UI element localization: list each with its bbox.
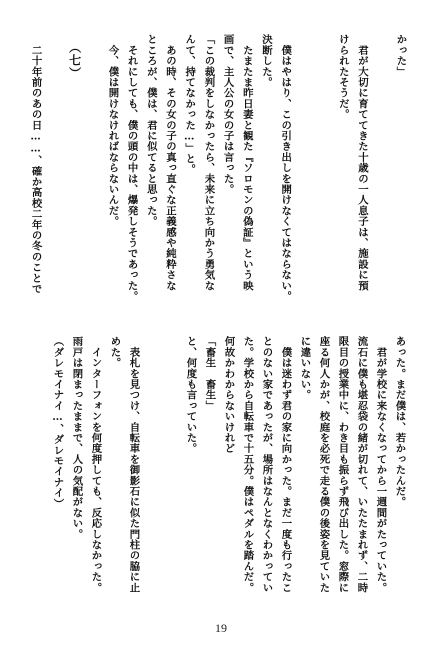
text-column: 二十年前のあの日……、確か高校二年の冬のことで bbox=[29, 34, 42, 294]
text-column: それにしても、僕の頭の中は、爆発しそうであった。 bbox=[125, 34, 138, 302]
text-column: 僕はやはり、この引き出しを開けなくてはならない。 bbox=[279, 34, 292, 302]
text-column: インターフォンを何度押しても、反応しなかった。 bbox=[89, 336, 102, 593]
text-column: と、何度も言っていた。 bbox=[184, 336, 197, 454]
text-column: 画で、主人公の女の子は言った。 bbox=[221, 34, 234, 195]
text-column: 「畜生 畜生」 bbox=[203, 336, 216, 411]
text-column: ところが、僕は、君に似てると思った。 bbox=[144, 34, 157, 227]
text-column: たまたま昨日妻と観た『ソロモンの偽証』という映 bbox=[240, 34, 253, 291]
text-column: 流石に僕も堪忍袋の緒が切れて、いたたまれず、二時 bbox=[355, 336, 368, 593]
text-column: 「この裁判をしなかったら、未来に立ち向かう勇気な bbox=[202, 34, 215, 291]
text-column: た。学校から自転車で十五分。僕はペダルを踏んだ。 bbox=[241, 336, 254, 593]
text-column: あの時、その女の子の真っ直ぐな正義感や純粋さな bbox=[164, 34, 176, 291]
text-column: （七） bbox=[67, 34, 82, 80]
text-column: 決断した。 bbox=[260, 34, 272, 88]
text-column: あった。まだ僕は、若かったんだ。 bbox=[393, 336, 406, 508]
text-column: （ダレモイナイ…、ダレモイナイ） bbox=[51, 336, 64, 509]
page-number: 19 bbox=[215, 621, 227, 635]
text-column: んて、持てなかった…」と。 bbox=[183, 34, 196, 175]
upper-text-tier bbox=[0, 34, 442, 304]
text-column: 何故かわからないけれど bbox=[222, 336, 235, 454]
text-column: 今、僕は開けなければならないんだ。 bbox=[106, 34, 119, 227]
text-column: とのない家であったが、場所はなんとなくわかってい bbox=[260, 336, 273, 593]
text-column: かった」 bbox=[394, 34, 407, 77]
text-column: 表札を見つけ、自転車を御影石に似た門柱の脇に止 bbox=[127, 336, 140, 593]
text-column: に違いない。 bbox=[298, 336, 311, 401]
text-column: 雨戸は閉まったままで、人の気配がない。 bbox=[70, 336, 83, 540]
text-column: めた。 bbox=[108, 336, 121, 369]
text-column: 限目の授業中に、わき目も振らず飛び出した。窓際に bbox=[336, 336, 349, 593]
text-column: 君が大切に育ててきた十歳の一人息子は、施設に預 bbox=[356, 34, 368, 291]
text-column: 座る何人かが、校庭を必死で走る僕の後姿を見ていた bbox=[317, 336, 330, 593]
text-column: 君が学校に来なくなってから一週間がたっていた。 bbox=[374, 336, 387, 593]
text-column: 僕は迷わず君の家に向かった。まだ一度も行ったこ bbox=[279, 336, 292, 593]
lower-text-tier bbox=[0, 336, 442, 606]
text-column: けられたそうだ。 bbox=[336, 34, 349, 120]
